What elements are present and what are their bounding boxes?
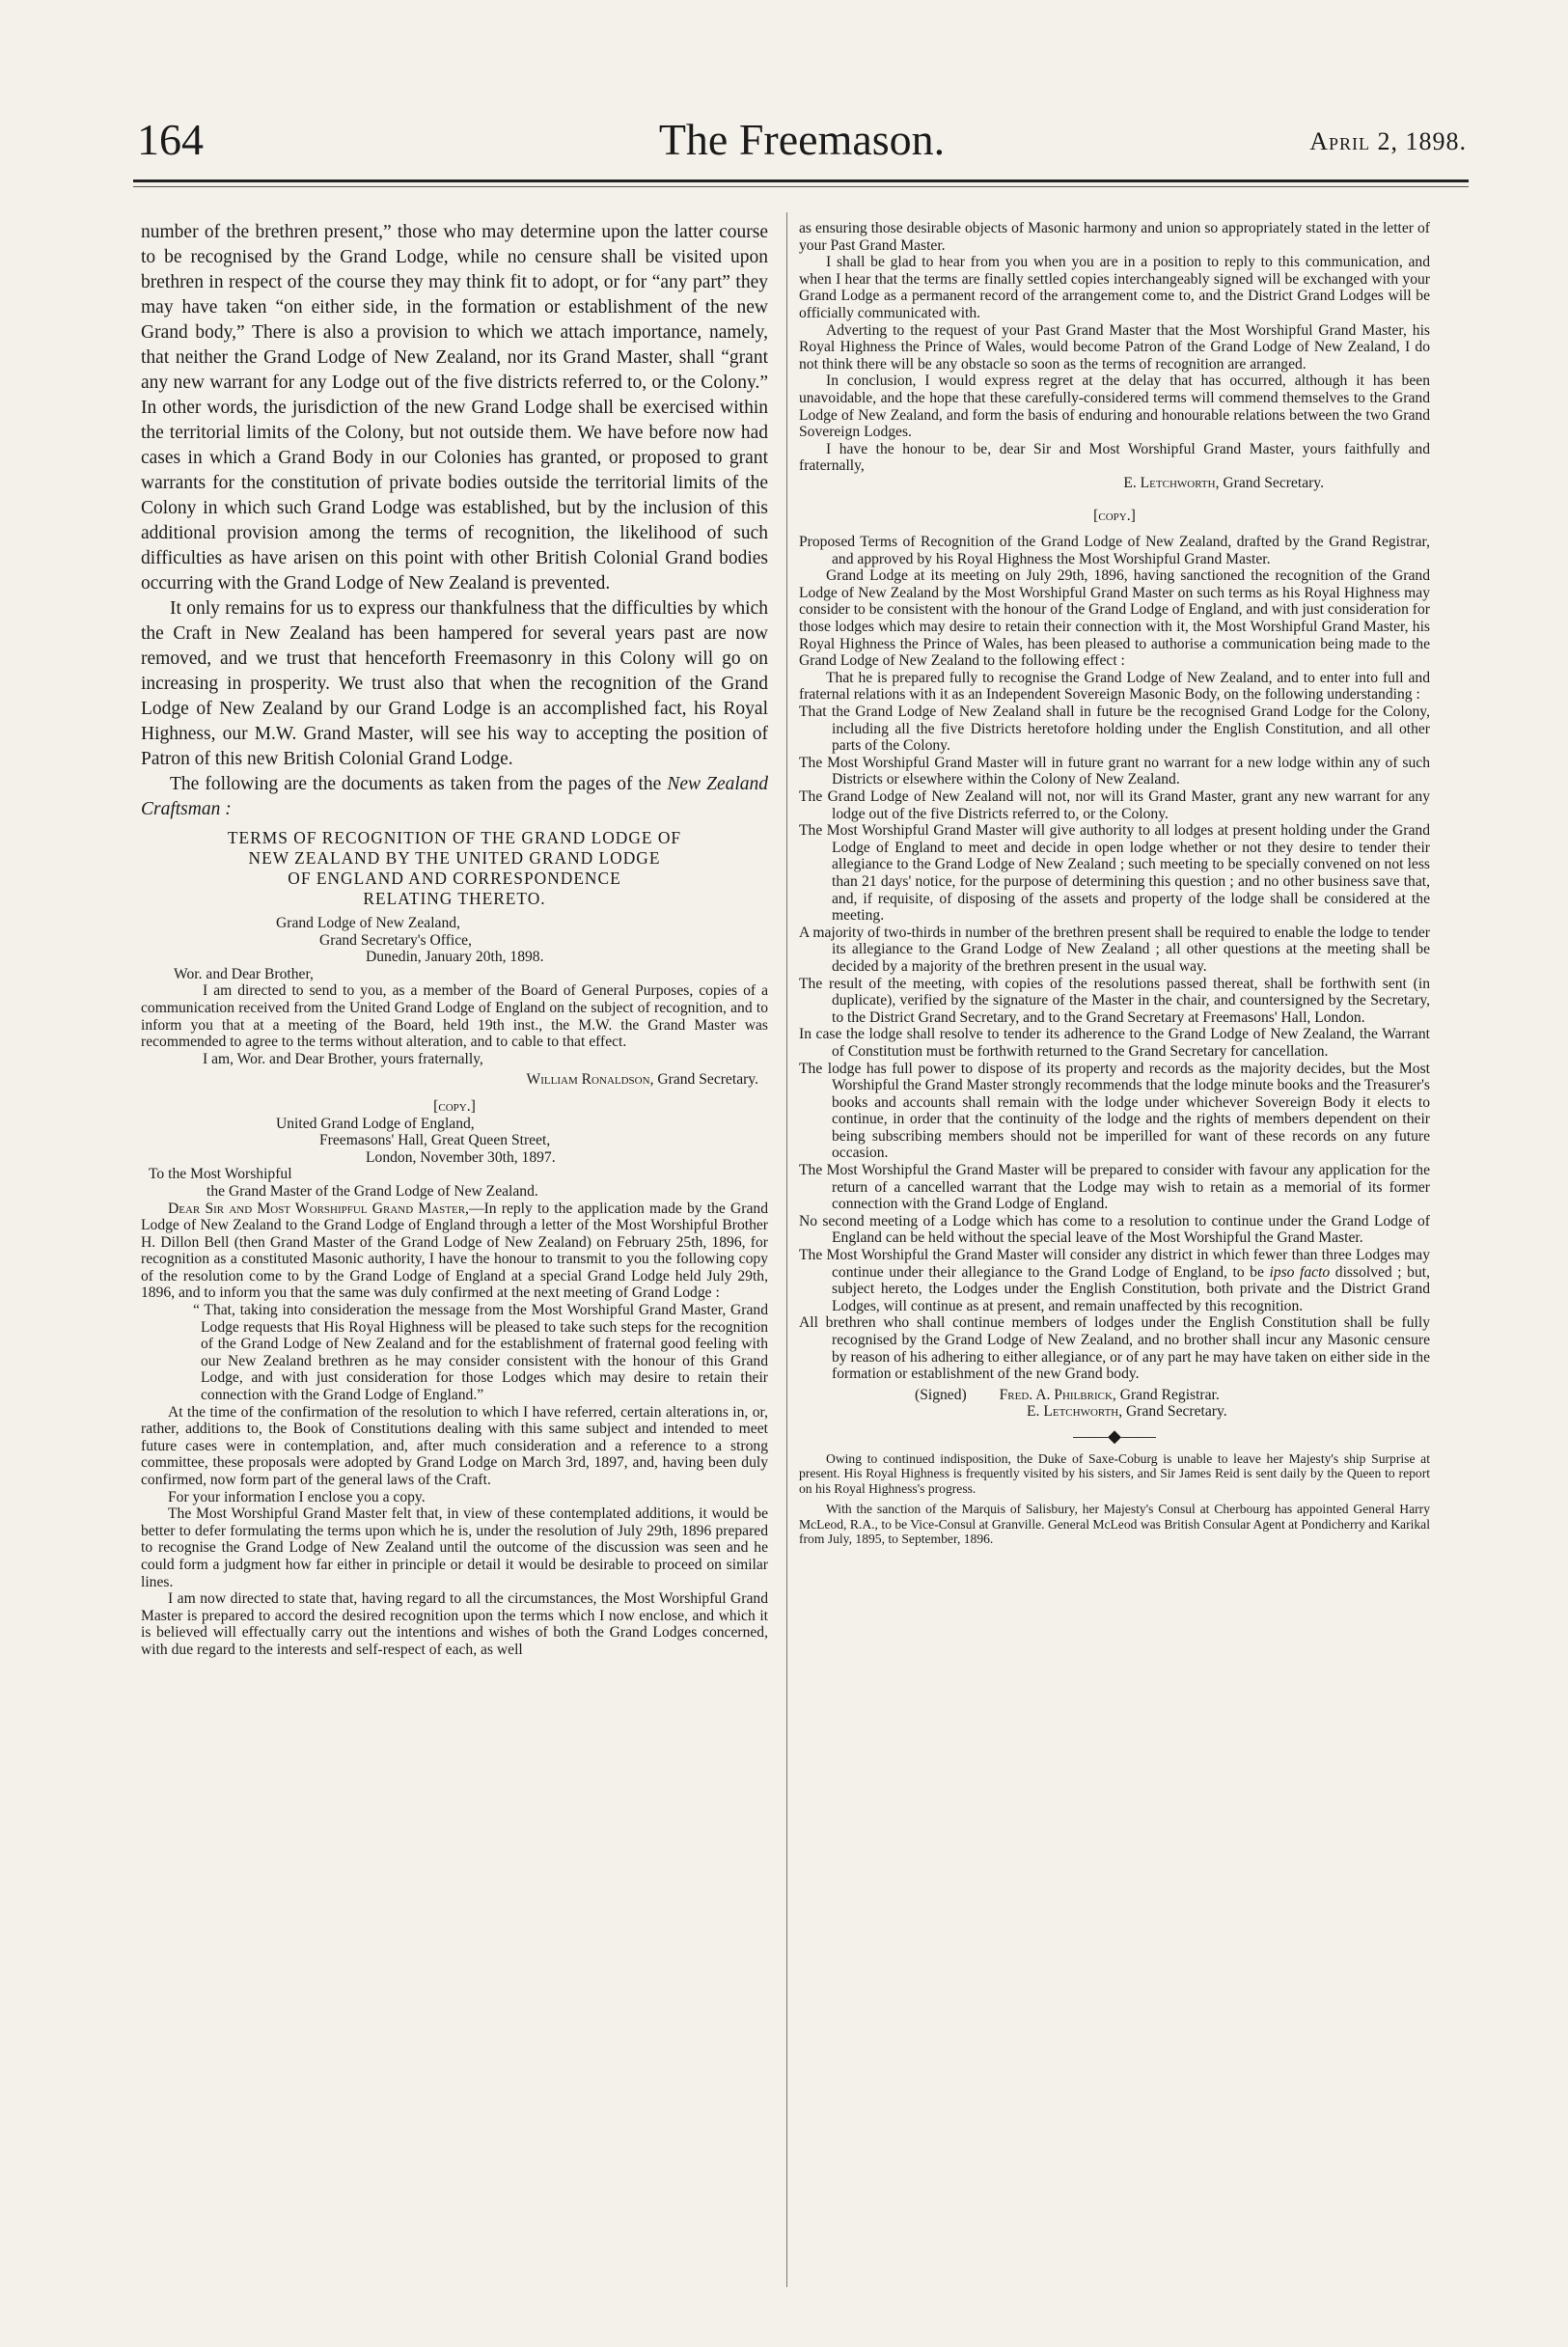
letter-paragraph: as ensuring those desirable objects of Masonic harmony and union so appropriately stated in the letter of your Past Grand Master.: [799, 220, 1430, 254]
page-header: [137, 114, 1467, 176]
letter-signature: [799, 475, 1430, 492]
signatory-name: Fred. A. Philbrick: [999, 1386, 1113, 1403]
copy-label: [copy.]: [1093, 507, 1136, 524]
signatory-title: , Grand Registrar.: [1112, 1386, 1220, 1403]
letter-paragraph: At the time of the confirmation of the resolution to which I have referred, certain alterations in, or, rather, additions to, the Book of Constitutions dealing with this same subject and intended to meet future cases were in contemplation, and, after much consideration and a reference to a strong committee, these proposals were adopted by Grand Lodge on March 3rd, 1897, and, having been duly confirmed, now form part of the general laws of the Craft.: [141, 1403, 768, 1488]
letter-address-line: Grand Secretary's Office,: [319, 931, 472, 949]
signed-block: [799, 1387, 1430, 1404]
editorial-article: [141, 220, 768, 822]
letter-paragraph-text: —In reply to the application made by the Grand Lodge of New Zealand to the Grand Lodge of England through a letter of the Most Worshipful Brother H. Dillon Bell (then Grand Master of the Grand Lodge of New Zealand) on February 25th, 1896, for recognition as a constituted Masonic authority, I have the honour to transmit to you the following copy of the resolution come to by the Grand Lodge of England at a special Grand Lodge held July 29th, 1896, and to inform you that the same was duly confirmed at the next meeting of Grand Lodge :: [141, 1200, 768, 1302]
publication-title: The Freemason.: [658, 115, 946, 164]
letter-salutation: Dear Sir and Most Worshipful Grand Master,: [168, 1200, 469, 1217]
letter-closing: I am, Wor. and Dear Brother, yours fraternally,: [203, 1050, 483, 1067]
letter-paragraph: The Most Worshipful Grand Master felt that, in view of these contemplated additions, it would be better to defer formulating the terms upon which he is, under the resolution of July 29th, 1896 prepared to recognise the Grand Lodge of New Zealand until the outcome of the discussion was seen and he could form a judgment how far either in principle or detail it would be desirable to proceed on similar lines.: [141, 1505, 768, 1590]
document-heading-line: NEW ZEALAND BY THE UNITED GRAND LODGE: [248, 848, 661, 868]
document-heading-line: RELATING THERETO.: [363, 889, 546, 908]
terms-list: [799, 704, 1430, 1383]
term-item: All brethren who shall continue members of lodges under the English Constitution shall be fully recognised by the Grand Lodge of New Zealand, and no brother shall incur any Masonic censure by reason of his adhering to either allegiance, or of any part he may have taken on either side in the formation or establishment of the new Grand body.: [799, 1314, 1430, 1383]
editorial-intro: The following are the documents as taken from the pages of the: [170, 774, 662, 794]
term-text-italic: ipso facto: [1269, 1263, 1331, 1281]
term-text: dissolved ; but, subject hereto, the Lodges under the English Constitution, both private and the District Grand Lodges, will continue as at present, and remain unaffected by this recognition.: [832, 1263, 1431, 1314]
term-item: The result of the meeting, with copies of the resolutions passed thereat, shall be forthwith sent (in duplicate), verified by the signature of the Master in the chair, and countersigned by the Secretary, to the District Grand Secretary, and to the Grand Secretary at Freemasons' Hall, London.: [799, 975, 1430, 1026]
signatory-title: , Grand Secretary.: [1215, 474, 1324, 491]
document-heading: [141, 828, 768, 909]
letter-address-line: Freemasons' Hall, Great Queen Street,: [319, 1132, 551, 1149]
term-item: [799, 1247, 1430, 1314]
letter-paragraph: I have the honour to be, dear Sir and Most Worshipful Grand Master, yours faithfully and fraternally,: [799, 440, 1430, 475]
term-item: The lodge has full power to dispose of its property and records as the majority decides, but the Most Worshipful the Grand Master strongly recommends that the lodge minute books and the Treasurer's books and accounts shall remain with the lodge under whichever Sovereign Body it elects to continue, in order that the continuity of the lodge and the rights of members dependent on their being subscribing members should not be imperilled for want of these records on any future occasion.: [799, 1060, 1430, 1162]
editorial-paragraph: number of the brethren present,” those who may determine upon the latter course to be recognised by the Grand Lodge, while no censure shall be visited upon brethren in respect of the course they may think fit to adopt, or for “any part” they may have taken “on either side, in the formation or establishment of the new Grand body,” There is also a provision to which we attach importance, namely, that neither the Grand Lodge of New Zealand, nor its Grand Master, shall “grant any new warrant for any Lodge out of the five districts referred to, or the Colony.” In other words, the jurisdiction of the new Grand Lodge shall be exercised within the territorial limits of the Colony, but not outside them. We have before now had cases in which a Grand Body in our Colonies has granted, or proposed to grant warrants for the constitution of private bodies outside the territorial limits of the Colony in which such Grand Lodge was established, but by the inclusion of this additional provision among the terms of recognition, the likelihood of such difficulties as have arisen on this point with other British Colonial Grand bodies occurring with the Grand Lodge of New Zealand is prevented.: [141, 222, 768, 594]
letter-address-line: Dunedin, January 20th, 1898.: [366, 949, 544, 966]
column-divider: [786, 212, 787, 2287]
news-paragraph: With the sanction of the Marquis of Salisbury, her Majesty's Consul at Cherbourg has appointed General Harry McLeod, R.A., to be Vice-Consul at Granville. General McLeod was British Consular Agent at Pondicherry and Karikal from July, 1895, to September, 1896.: [799, 1502, 1430, 1546]
signatory-title: , Grand Secretary.: [1118, 1403, 1227, 1421]
letter-paragraph: [141, 1201, 768, 1303]
letter-signature: [141, 1071, 768, 1089]
letter-recipient: the Grand Master of the Grand Lodge of New Zealand.: [206, 1182, 538, 1200]
term-text: The Most Worshipful the Grand Master will consider any district in which fewer than three Lodges may continue under their allegiance to the Grand Lodge of England, to be: [799, 1247, 1430, 1281]
letter-paragraph: For your information I enclose you a copy.: [168, 1488, 426, 1505]
letter-paragraph: Adverting to the request of your Past Grand Master that the Most Worshipful Grand Master, his Royal Highness the Prince of Wales, would become Patron of the Grand Lodge of New Zealand, I do not think there will be any obstacle so soon as the terms of recognition are arranged.: [799, 321, 1430, 373]
letter-address-line: London, November 30th, 1897.: [366, 1148, 556, 1166]
term-item: The Most Worshipful Grand Master will give authority to all lodges at present holding under the Grand Lodge of England to meet and decide in open lodge whether or not they desire to tender their allegiance to the Grand Lodge of New Zealand ; such meeting to be specially convened on not less than 21 days' notice, for the purpose of determining this question ; and no other business save that, and, if requisite, of disposing of the assets and property of the lodge shall be considered at the meeting.: [799, 822, 1430, 925]
term-item: In case the lodge shall resolve to tender its adherence to the Grand Lodge of New Zealand, the Warrant of Constitution must be forthwith returned to the Grand Secretary for cancellation.: [799, 1026, 1430, 1060]
signatory-name: E. Letchworth: [1027, 1403, 1119, 1421]
terms-preamble: Grand Lodge at its meeting on July 29th, 1896, having sanctioned the recognition of the Grand Lodge of New Zealand by the Most Worshipful Grand Master on such terms as his Royal Highness may consider to be consistent with the honour of the Grand Lodge of England, and with just consideration for those lodges which may desire to retain their connection with it, the Most Worshipful Grand Master, his Royal Highness the Prince of Wales, has been pleased to authorise a communication being made to the Grand Lodge of New Zealand to the following effect :: [799, 567, 1430, 670]
term-item: A majority of two-thirds in number of the brethren present shall be required to enable the lodge to tender its allegiance to the Grand Lodge of New Zealand ; all other questions at the meeting shall be decided by a majority of the brethren present in the usual way.: [799, 924, 1430, 975]
letter-paragraph: In conclusion, I would express regret at the delay that has occurred, although it has been unavoidable, and the hope that these carefully-considered terms will commend themselves to the Grand Lodge of New Zealand, and form the basis of enduring and honourable relations between the two Grand Sovereign Lodges.: [799, 373, 1430, 441]
resolution-quote: “ That, taking into consideration the message from the Most Worshipful Grand Master, Grand Lodge requests that His Royal Highness will be pleased to take such steps for the recognition of the Grand Lodge of New Zealand and for the establishment of fraternal good feeling with our New Zealand brethren as he may consider consistent with the honour of this Grand Lodge, and with just consideration for those Lodges which may desire to retain their connection with the Grand Lodge of England.”: [193, 1302, 768, 1404]
page-number: 164: [137, 115, 204, 164]
term-item: The Most Worshipful the Grand Master will be prepared to consider with favour any application for the return of a cancelled warrant that the Lodge may wish to retain as a memorial of its former connection with the Grand Lodge of England.: [799, 1162, 1430, 1213]
signatory-name: William Ronaldson: [526, 1071, 650, 1089]
letter-paragraph: I shall be glad to hear from you when you are in a position to reply to this communication, and when I hear that the terms are finally settled copies interchangeably signed will be exchanged with your Grand Lodge as a permanent record of the arrangement come to, and the District Grand Lodges will be officially communicated with.: [799, 254, 1430, 321]
left-column: [141, 220, 768, 1659]
term-item: No second meeting of a Lodge which has come to a resolution to continue under the Grand Lodge of England can be held without the special leave of the Most Worshipful the Grand Master.: [799, 1212, 1430, 1247]
letter-salutation: Wor. and Dear Brother,: [174, 965, 314, 982]
right-column: [799, 220, 1430, 1546]
copy-label: [copy.]: [433, 1097, 476, 1115]
letter-letchworth: [141, 1116, 768, 1659]
signatory-name: E. Letchworth: [1123, 474, 1216, 491]
editorial-paragraph: [141, 772, 768, 822]
signed-label: (Signed): [915, 1386, 967, 1403]
letter-ronaldson: [141, 915, 768, 1089]
news-items: [799, 1451, 1430, 1546]
publication-reference: New Zealand Craftsman :: [141, 774, 769, 819]
header-rule: [133, 179, 1469, 182]
signed-block: [799, 1403, 1430, 1421]
term-item: The Grand Lodge of New Zealand will not, nor will its Grand Master, grant any new warrant for any lodge out of the five Districts referred to, or the Colony.: [799, 788, 1430, 822]
signatory-title: , Grand Secretary.: [649, 1071, 758, 1089]
editorial-paragraph: It only remains for us to express our thankfulness that the difficulties by which the Craft in New Zealand has been hampered for several years past are now removed, and we trust that henceforth Freemasonry in this Colony will go on increasing in prosperity. We trust also that when the recognition of the Grand Lodge of New Zealand by our Grand Lodge is an accomplished fact, his Royal Highness, our M.W. Grand Master, will see his way to accepting the position of Patron of this new British Colonial Grand Lodge.: [141, 598, 768, 769]
header-rule-thin: [133, 186, 1469, 187]
ornament-divider: ——◆——: [1073, 1425, 1156, 1446]
document-heading-line: TERMS OF RECOGNITION OF THE GRAND LODGE OF: [227, 828, 682, 847]
term-item: That the Grand Lodge of New Zealand shall in future be the recognised Grand Lodge for the Colony, including all the five Districts heretofore holding under the English Constitution, and all other parts of the Colony.: [799, 704, 1430, 755]
issue-date: April 2, 1898.: [1309, 127, 1467, 155]
letter-address-line: United Grand Lodge of England,: [276, 1115, 475, 1132]
letter-address-line: Grand Lodge of New Zealand,: [276, 915, 460, 931]
letter-paragraph: I am now directed to state that, having regard to all the circumstances, the Most Worshipful Grand Master is prepared to accord the desired recognition upon the terms which I now enclose, and which it is believed will effectually carry out the intentions and wishes of both the Grand Lodges concerned, with due regard to the interests and self-respect of each, as well: [141, 1590, 768, 1658]
document-heading-line: OF ENGLAND AND CORRESPONDENCE: [288, 869, 621, 888]
news-paragraph: Owing to continued indisposition, the Duke of Saxe-Coburg is unable to leave her Majesty's ship Surprise at present. His Royal Highness is frequently visited by his sisters, and Sir James Reid is sent daily by the Queen to report on his Royal Highness's progress.: [799, 1450, 1430, 1496]
letter-body: I am directed to send to you, as a member of the Board of General Purposes, copies of a communication received from the United Grand Lodge of England on the subject of recognition, and to inform you that at a meeting of the Board, held 19th inst., the M.W. the Grand Master was recommended to agree to the terms without alteration, and to cable to that effect.: [141, 982, 768, 1051]
letter-recipient: To the Most Worshipful: [149, 1166, 292, 1183]
proposed-terms-title: Proposed Terms of Recognition of the Grand Lodge of New Zealand, drafted by the Grand Registrar, and approved by his Royal Highness the Most Worshipful Grand Master.: [799, 534, 1430, 567]
term-item: The Most Worshipful Grand Master will in future grant no warrant for a new lodge within any of such Districts or elsewhere within the Colony of New Zealand.: [799, 754, 1430, 788]
terms-preamble: That he is prepared fully to recognise the Grand Lodge of New Zealand, and to enter into full and fraternal relations with it as an Independent Sovereign Masonic Body, on the following understanding :: [799, 669, 1430, 704]
